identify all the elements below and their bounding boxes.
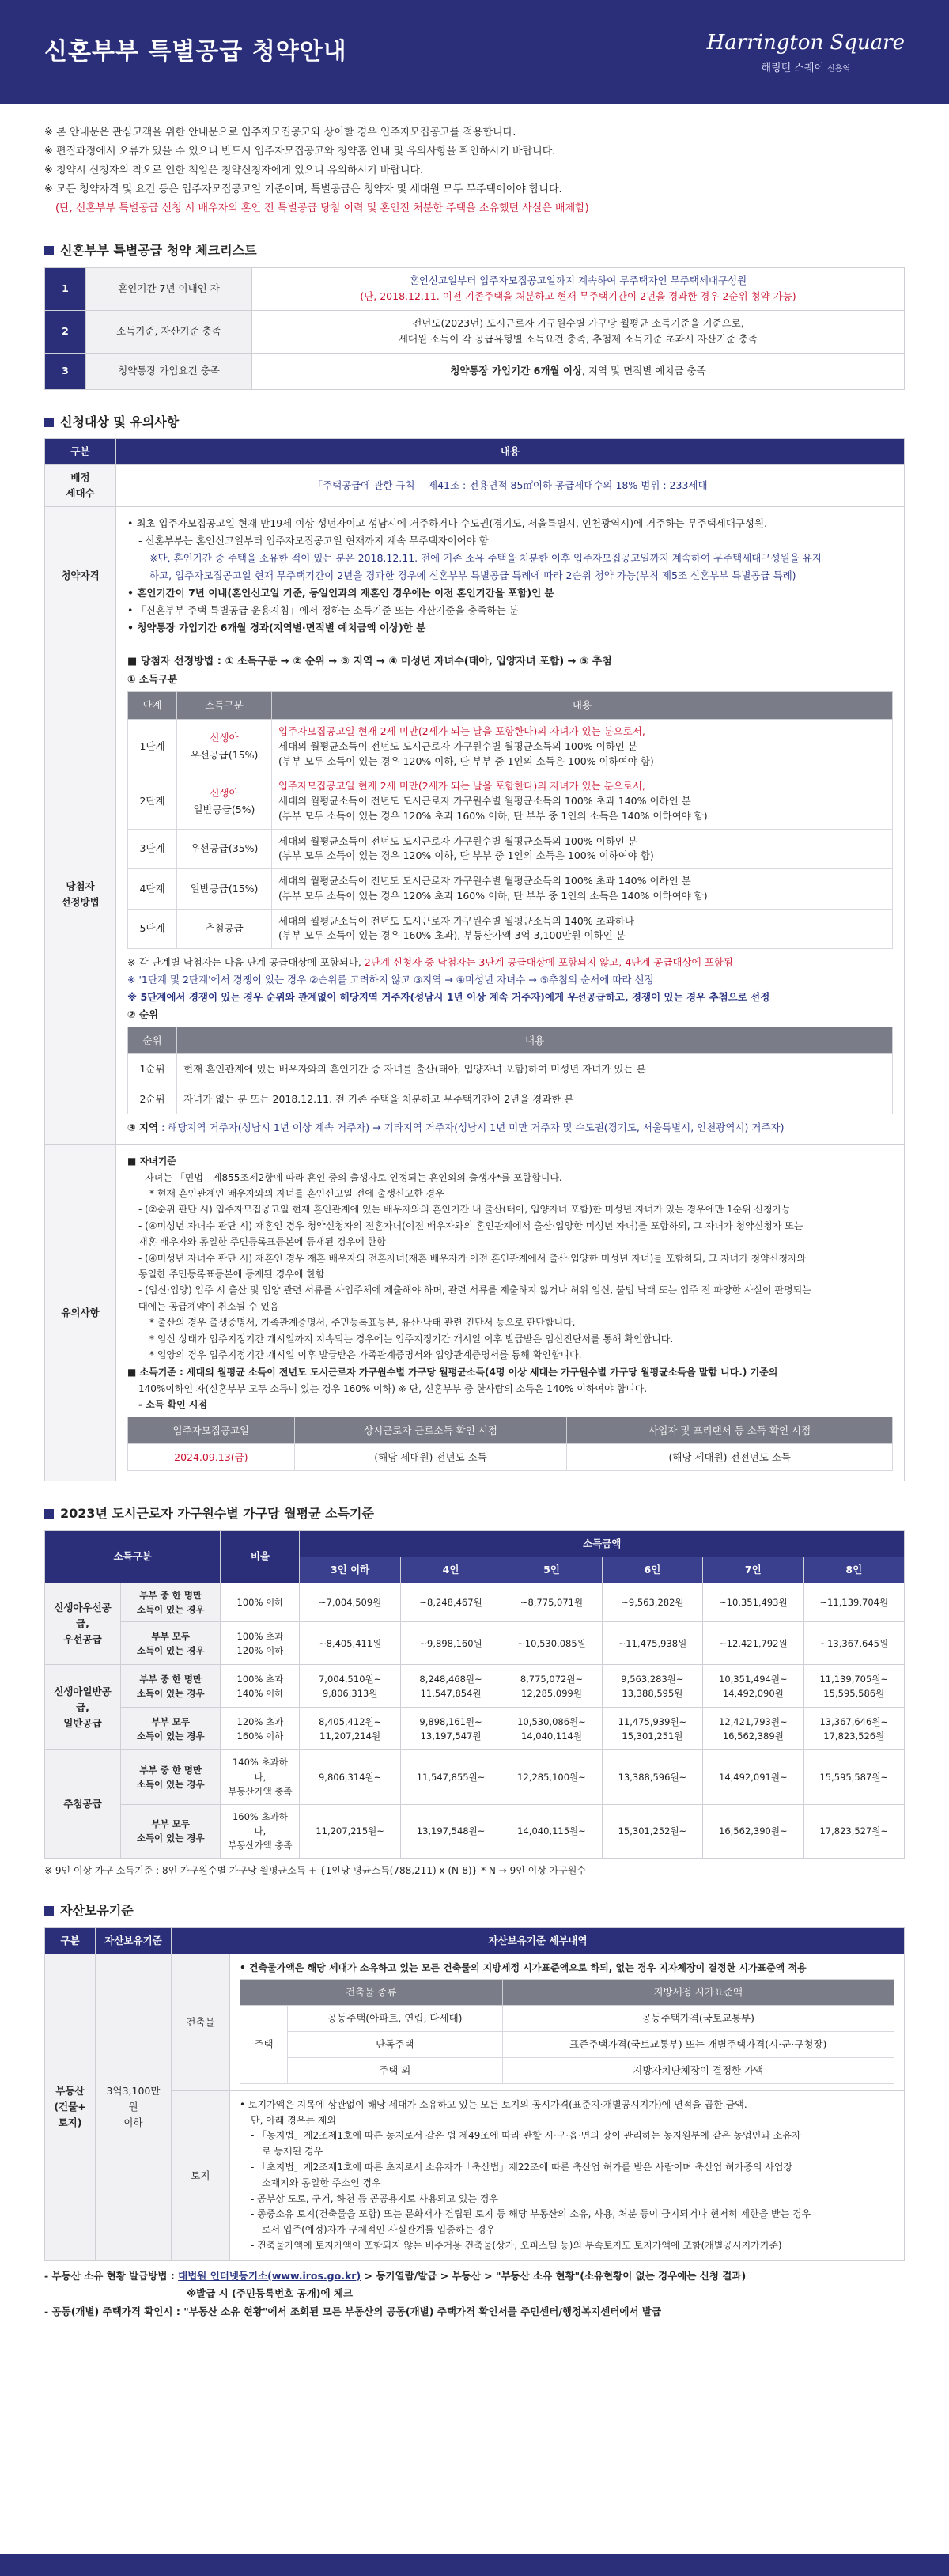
income-value: 8,775,072원~ 12,285,099원 <box>501 1665 602 1708</box>
income-value: 12,285,100원~ <box>501 1750 602 1804</box>
bullet-square-icon <box>44 1509 54 1519</box>
income-value: 8,405,412원~ 11,207,214원 <box>300 1708 400 1750</box>
bullet-square-icon <box>44 246 54 255</box>
table-row: 4단계 일반공급(15%) 세대의 월평균소득이 전년도 도시근로자 가구원수별 월평균소득의 100% 초과 140% 이하인 분 (부부 모두 소득이 있는 경우 120% 초과 160% 이하, 단 부부 중 1인의 소득은 140% 이하여야 함) <box>128 869 893 910</box>
income-ratio: 100% 이하 <box>221 1583 300 1622</box>
table-row: 청약자격 • 최초 입주자모집공고일 현재 만19세 이상 성년자이고 성남시에 거주하거나 수도권(경기도, 서울특별시, 인천광역시)에 거주하는 무주택세대구성원. - 신혼부부는 혼인신고일부터 입주자모집공고일 현재까지 계속 무주택자이어야 함 ※단, 혼인기간 중 주택을 소유한 적이 있는 분은 2018.12.11. 전에 기존 소유 주택을 처분한 이후 입주자모집공고일까지 계속하여 무주택세대구성원을 유지 하고, 입주자모집공고일 현재 무주택기간이 2년을 경과한 경우에 신혼부부 특별공급 특례에 따라 2순위 청약 가능(부칙 제5조 신혼부부 특별공급 특례) • 혼인기간이 7년 이내(혼인신고일 기준, 동일인과의 재혼인 경우에는 이전 혼인기간을 포함)인 분 • 「신혼부부 주택 특별공급 운용지침」에서 정하는 소득기준 또는 자산기준을 충족하는 분 • 청약통장 가입기간 6개월 경과(지역별·면적별 예치금액 이상)한 분 <box>45 507 905 645</box>
income-standard-table <box>44 1530 905 1859</box>
income-group-label: 추첨공급 <box>45 1750 121 1858</box>
table-row: 1단계 신생아 우선공급(15%) 입주자모집공고일 현재 2세 미만(2세가 되는 날을 포함한다)의 자녀가 있는 분으로서, 세대의 월평균소득이 전년도 도시근로자 가구원수별 월평균소득의 100% 이하인 분 (부부 모두 소득이 있는 경우 120% 이하, 단 부부 중 1인의 소득은 100% 이하여야 함) <box>128 720 893 774</box>
notice-item: ※ 본 안내문은 관심고객을 위한 안내문으로 입주자모집공고와 상이할 경우 입주자모집공고를 적용합니다. <box>44 127 516 138</box>
section-title-income: 2023년 도시근로자 가구원수별 가구당 월평균 소득기준 <box>44 1504 905 1524</box>
income-value: ~8,405,411원 <box>300 1622 400 1665</box>
rank-table: 순위 내용 1순위 현재 혼인관계에 있는 배우자와의 혼인기간 중 자녀를 출산(태아, 입양자녀 포함)하여 미성년 자녀가 있는 분 2순위 자녀가 없는 분 또는 2018.12.11. 전 기존 주택을 처분하고 무주택기간이 2년을 경과한 분 <box>127 1027 893 1115</box>
income-value: 13,367,646원~ 17,823,526원 <box>803 1708 904 1750</box>
notice-item: ※ 편집과정에서 오류가 있을 수 있으니 반드시 입주자모집공고와 청약홈 안내 및 유의사항을 확인하시기 바랍니다. <box>44 146 556 158</box>
income-value: ~11,139,704원 <box>803 1583 904 1622</box>
section-title-asset: 자산보유기준 <box>44 1901 905 1921</box>
income-stage-table: 단계 소득구분 내용 1단계 신생아 우선공급(15%) 입주자모집공고일 현재 2세 미만(2세가 되는 날을 포함한다)의 자녀가 있는 분으로서, 세대의 월평균소득이 전년도 도시근로자 가구원수별 월평균소득의 100% 이하인 분 (부부 모두 소득이 있는 경우 120% 이하, 단 부부 중 1인의 소득은 100% 이하여야 함) 2단계 신생아 일반공급(5%) 입주자모집공고일 현재 2세 미만(2세가 되는 날을 포함한다)의 자녀가 있는 분으로서, 세대의 월평균소득이 전년도 도시근로자 가구원수별 월평균소득의 100% 초과 140% 이하인 분 (부부 모두 소득이 있는 경우 120% 초과 160% 이하, 단 부부 중 1인의 소득은 140% 이하여야 함) 3단계 우선공급(35%) 세대의 월평균소득이 전년도 도시근로자 가구원수별 월평균소득의 100% 이하인 분 (부부 모두 소득이 있는 경우 120% 이하, 단 부부 중 1인의 소득은 100% 이하여야 함) 4단계 일반공급(15%) 세대의 월평균소득이 전년도 도시근로자 가구원수별 월평균소득의 100% 초과 140% 이하인 분 (부부 모두 소득이 있는 경우 120% 초과 160% 이하, 단 부부 중 1인의 소득은 140% 이하여야 함) 5단계 추첨공급 세대의 월평균소득이 전년도 도시근로자 가구원수별 월평균소득의 140% 초과하나 (부부 모두 소득이 있는 경우 160% 초과), 부동산가액 3억 3,100만원 이하인 분 <box>127 691 893 949</box>
table-row: 주택 공동주택(아파트, 연립, 다세대) 공동주택가격(국토교통부) <box>240 2005 894 2031</box>
bullet-square-icon <box>44 1906 54 1916</box>
income-sub-label: 부부 모두 소득이 있는 경우 <box>121 1804 221 1858</box>
income-value: ~8,775,071원 <box>501 1583 602 1622</box>
income-value: 14,492,091원~ <box>703 1750 803 1804</box>
eligibility-table <box>44 438 905 1481</box>
row-number: 2 <box>45 310 86 353</box>
table-header: 3인 이하 4인 5인 6인 7인 8인 <box>45 1557 905 1583</box>
table-header: 소득구분 비율 소득금액 <box>45 1530 905 1557</box>
income-value: 10,530,086원~ 14,040,114원 <box>501 1708 602 1750</box>
income-value: ~11,475,938원 <box>602 1622 702 1665</box>
row-number: 3 <box>45 353 86 389</box>
income-ratio: 160% 초과하나, 부동산가액 충족 <box>221 1804 300 1858</box>
table-row <box>45 1583 905 1622</box>
row-label: 소득기준, 자산기준 충족 <box>86 310 252 353</box>
table-row <box>45 310 905 353</box>
table-header: 구분 자산보유기준 자산보유기준 세부내역 <box>45 1927 905 1954</box>
iros-link[interactable]: 대법원 인터넷등기소(www.iros.go.kr) <box>178 2269 361 2282</box>
income-value: ~10,530,085원 <box>501 1622 602 1665</box>
income-value: 9,563,283원~ 13,388,595원 <box>602 1665 702 1708</box>
checklist-table <box>44 267 905 390</box>
income-ratio: 140% 초과하나, 부동산가액 충족 <box>221 1750 300 1804</box>
building-value-table: 건축물 종류 지방세정 시가표준액 주택 공동주택(아파트, 연립, 다세대) 공동주택가격(국토교통부) 단독주택 표준주택가격(국토교통부) 또는 개별주택가격(시·군·구청장) 주택 외 지방자치단체장이 결정한 가액 <box>240 1979 894 2084</box>
notice-item: ※ 모든 청약자격 및 요건 등은 입주자모집공고일 기준이며, 특별공급은 청약자 및 세대원 모두 무주택이어야 합니다. <box>44 183 562 196</box>
income-value: 9,898,161원~ 13,197,547원 <box>400 1708 501 1750</box>
income-value: 11,139,705원~ 15,595,586원 <box>803 1665 904 1708</box>
selection-method: ■ 당첨자 선정방법 : ① 소득구분 → ② 순위 → ③ 지역 → ④ 미성년 자녀수(태아, 입양자녀 포함) → ⑤ 추첨 ① 소득구분 단계 소득구분 내용 1단계 신생아 우선공급(15%) 입주자모집공고일 현재 2세 미만(2세가 되는 날을 포함한다)의 자녀가 있는 분으로서, 세대의 월평균소득이 전년도 도시근로자 가구원수별 월평균소득의 100% 이하인 분 (부부 모두 소득이 있는 경우 120% 이하, 단 부부 중 1인의 소득은 100% 이하여야 함) 2단계 신생아 일반공급(5%) 입주자모집공고일 현재 2세 미만(2세가 되는 날을 포함한다)의 자녀가 있는 분으로서, 세대의 월평균소득이 전년도 도시근로자 가구원수별 월평균소득의 100% 초과 140% 이하인 분 (부부 모두 소득이 있는 경우 120% 초과 160% 이하, 단 부부 중 1인의 소득은 140% 이하여야 함) 3단계 우선공급(35%) 세대의 월평균소득이 전년도 도시근로자 가구원수별 월평균소득의 100% 이하인 분 (부부 모두 소득이 있는 경우 120% 이하, 단 부부 중 1인의 소득은 100% 이하여야 함) 4단계 일반공급(15%) 세대의 월평균소득이 전년도 도시근로자 가구원수별 월평균소득의 100% 초과 140% 이하인 분 (부부 모두 소득이 있는 경우 120% 초과 160% 이하, 단 부부 중 1인의 소득은 140% 이하여야 함) 5단계 추첨공급 세대의 월평균소득이 전년도 도시근로자 가구원수별 월평균소득의 140% 초과하나 (부부 모두 소득이 있는 경우 160% 초과), 부동산가액 3억 3,100만원 이하인 분 ※ 각 단계별 낙첨자는 다음 단계 공급대상에 포함되나, 2단계 신청자 중 낙첨자는 3단계 공급대상에 포함되지 않고, 4단계 공급대상에 포함됨 ※ '1단계 및 2단계'에서 경쟁이 있는 경우 ②순위를 고려하지 않고 ③지역 → ④미성년 자녀수 → ⑤추첨의 순서에 따라 선정 ※ 5단계에서 경쟁이 있는 경우 순위와 관계없이 해당지역 거주자(성남시 1년 이상 계속 거주자)에게 우선공급하고, 경쟁이 있는 경우 추첨으로 선정 ② 순위 순위 내용 1순위 현재 혼인관계에 있는 배우자와의 혼인기간 중 자녀를 출산(태아, 입양자녀 포함)하여 미성년 자녀가 있는 분 2순위 자녀가 없는 분 또는 2018.12.11. 전 기존 주택을 처분하고 무주택기간이 2년을 경과한 분 ③ 지역 : 해당지역 거주자(성남시 1년 이상 계속 거주자) → 기타지역 거주자(성남시 1년 미만 거주자 및 수도권(경기도, 서울특별시, 인천광역시) 거주자) <box>116 645 905 1145</box>
income-value: 15,595,587원~ <box>803 1750 904 1804</box>
notice-item: (단, 신혼부부 특별공급 신청 시 배우자의 혼인 전 특별공급 당첨 이력 및 혼인전 처분한 주택을 소유했던 사실은 배제함) <box>55 202 589 215</box>
eligibility-details: • 최초 입주자모집공고일 현재 만19세 이상 성년자이고 성남시에 거주하거나 수도권(경기도, 서울특별시, 인천광역시)에 거주하는 무주택세대구성원. - 신혼부부는 혼인신고일부터 입주자모집공고일 현재까지 계속 무주택자이어야 함 ※단, 혼인기간 중 주택을 소유한 적이 있는 분은 2018.12.11. 전에 기존 소유 주택을 처분한 이후 입주자모집공고일까지 계속하여 무주택세대구성원을 유지 하고, 입주자모집공고일 현재 무주택기간이 2년을 경과한 경우에 신혼부부 특별공급 특례에 따라 2순위 청약 가능(부칙 제5조 신혼부부 특별공급 특례) • 혼인기간이 7년 이내(혼인신고일 기준, 동일인과의 재혼인 경우에는 이전 혼인기간을 포함)인 분 • 「신혼부부 주택 특별공급 운용지침」에서 정하는 소득기준 또는 자산기준을 충족하는 분 • 청약통장 가입기간 6개월 경과(지역별·면적별 예치금액 이상)한 분 <box>116 507 905 645</box>
income-ratio: 100% 초과 120% 이하 <box>221 1622 300 1665</box>
table-row: 1순위 현재 혼인관계에 있는 배우자와의 혼인기간 중 자녀를 출산(태아, 입양자녀 포함)하여 미성년 자녀가 있는 분 <box>128 1054 893 1084</box>
table-row: 2단계 신생아 일반공급(5%) 입주자모집공고일 현재 2세 미만(2세가 되는 날을 포함한다)의 자녀가 있는 분으로서, 세대의 월평균소득이 전년도 도시근로자 가구원수별 월평균소득의 100% 초과 140% 이하인 분 (부부 모두 소득이 있는 경우 120% 초과 160% 이하, 단 부부 중 1인의 소득은 140% 이하여야 함) <box>128 774 893 829</box>
page-title: 신혼부부 특별공급 청약안내 <box>44 38 347 66</box>
asset-footnotes: - 부동산 소유 현황 발급방법 : 대법원 인터넷등기소(www.iros.go.kr) > 동기열람/발급 > 부동산 > "부동산 소유 현황"(소유현황이 없는 경우에는 신청 결과) ※발급 시 (주민등록번호 공개)에 체크 - 공동(개별) 주택가격 확인시 : "부동산 소유 현황"에서 조회된 모든 부동산의 공동(개별) 주택가격 확인서를 주민센터/행정복지센터에서 발급 <box>44 2269 747 2317</box>
income-value: ~13,367,645원 <box>803 1622 904 1665</box>
table-row: 유의사항 ■ 자녀기준 - 자녀는 「민법」제855조제2항에 따라 혼인 중의 출생자로 인정되는 혼인외의 출생자*를 포함합니다. * 현재 혼인관계인 배우자와의 자녀를 혼인신고일 전에 출생신고한 경우 - (②순위 판단 시) 입주자모집공고일 현재 혼인관계에 있는 배우자와의 혼인기간 내 출산(태아, 입양자녀 포함)한 미성년 자녀가 있는 경우에만 1순위 신청가능 - (④미성년 자녀수 판단 시) 재혼인 경우 청약신청자의 전혼자녀(이전 배우자와의 혼인관계에서 출산·입양한 미성년 자녀)를 포함하되, 그 자녀가 청약신청자 또는 재혼 배우자와 동일한 주민등록표등본에 등재된 경우에 한함 - (④미성년 자녀수 판단 시) 재혼인 경우 재혼 배우자의 전혼자녀(재혼 배우자가 이전 혼인관계에서 출산·입양한 미성년 자녀)를 포함하되, 그 자녀가 청약신청자와 동일한 주민등록표등본에 등재된 경우에 한함 - (임신·입양) 입주 시 출산 및 입양 관련 서류를 사업주체에 제출해야 하며, 관련 서류를 제출하지 않거나 허위 임신, 불법 낙태 또는 입주 전 파양한 사실이 판명되는 때에는 공급계약이 취소될 수 있음 * 출산의 경우 출생증명서, 가족관계증명서, 주민등록표등본, 유산·낙태 관련 진단서 등으로 판단합니다. * 임신 상태가 입주지정기간 개시일까지 지속되는 경우에는 입주지정기간 개시일 이후 발급받은 임신진단서를 통해 확인합니다. * 입양의 경우 입주지정기간 개시일 이후 발급받은 가족관계증명서와 입양관계증명서를 통해 확인합니다. ■ 소득기준 : 세대의 월평균 소득이 전년도 도시근로자 가구원수별 가구당 월평균소득(4명 이상 세대는 가구원수별 가구당 월평균소득을 말함 니다.) 기준의 140%이하인 자(신혼부부 모두 소득이 있는 경우 160% 이하) ※ 단, 신혼부부 중 한사람의 소득은 140% 이하여야 합니다. - 소득 확인 시점 입주자모집공고일 상시근로자 근로소득 확인 시점 사업자 및 프리랜서 등 소득 확인 시점 2024.09.13(금) (해당 세대원) 전년도 소득 (해당 세대원) 전전년도 소득 <box>45 1145 905 1481</box>
income-value: 7,004,510원~ 9,806,313원 <box>300 1665 400 1708</box>
table-row: 부동산 (건물+ 토지) 3억3,100만원 이하 건축물 • 건축물가액은 해당 세대가 소유하고 있는 모든 건축물의 지방세정 시가표준액으로 하되, 없는 경우 지자체장이 결정한 시가표준액 적용 건축물 종류 지방세정 시가표준액 주택 공동주택(아파트, 연립, 다세대) 공동주택가격(국토교통부) 단독주택 표준주택가격(국토교통부) 또는 개별주택가격(시·군·구청장) 주택 외 지방자치단체장이 결정한 가액 <box>45 1954 905 2090</box>
table-row: 토지 • 토지가액은 지목에 상관없이 해당 세대가 소유하고 있는 모든 토지의 공시가격(표준지·개별공시지가)에 면적을 곱한 금액. 단, 아래 경우는 제외 - 「농지법」제2조제1호에 따른 농지로서 같은 법 제49조에 따라 관할 시·구·읍·면의 장이 관리하는 농지원부에 같은 농업인과 소유자 로 등재된 경우 - 「초지법」제2조제1호에 따른 초지로서 소유자가「축산법」제22조에 따른 축산업 허가를 받은 사람이며 축산업 허가증의 사업장 소재지와 동일한 주소인 경우 - 공부상 도로, 구거, 하천 등 공공용지로 사용되고 있는 경우 - 종중소유 토지(건축물을 포함) 또는 문화재가 건립된 토지 등 해당 부동산의 소유, 사용, 처분 등이 금지되거나 현저히 제한을 받는 경우 로서 입주(예정)자가 구체적인 사실관계를 입증하는 경우 - 건축물가액에 토지가액이 포함되지 않는 비주거용 건축물(상가, 오피스텔 등)의 부속토지도 토지가액에 포함(개별공시지가기준) <box>45 2090 905 2260</box>
table-row <box>45 353 905 389</box>
table-row: 당첨자 선정방법 ■ 당첨자 선정방법 : ① 소득구분 → ② 순위 → ③ 지역 → ④ 미성년 자녀수(태아, 입양자녀 포함) → ⑤ 추첨 ① 소득구분 단계 소득구분 내용 1단계 신생아 우선공급(15%) 입주자모집공고일 현재 2세 미만(2세가 되는 날을 포함한다)의 자녀가 있는 분으로서, 세대의 월평균소득이 전년도 도시근로자 가구원수별 월평균소득의 100% 이하인 분 (부부 모두 소득이 있는 경우 120% 이하, 단 부부 중 1인의 소득은 100% 이하여야 함) 2단계 신생아 일반공급(5%) 입주자모집공고일 현재 2세 미만(2세가 되는 날을 포함한다)의 자녀가 있는 분으로서, 세대의 월평균소득이 전년도 도시근로자 가구원수별 월평균소득의 100% 초과 140% 이하인 분 (부부 모두 소득이 있는 경우 120% 초과 160% 이하, 단 부부 중 1인의 소득은 140% 이하여야 함) 3단계 우선공급(35%) 세대의 월평균소득이 전년도 도시근로자 가구원수별 월평균소득의 100% 이하인 분 (부부 모두 소득이 있는 경우 120% 이하, 단 부부 중 1인의 소득은 100% 이하여야 함) 4단계 일반공급(15%) 세대의 월평균소득이 전년도 도시근로자 가구원수별 월평균소득의 100% 초과 140% 이하인 분 (부부 모두 소득이 있는 경우 120% 초과 160% 이하, 단 부부 중 1인의 소득은 140% 이하여야 함) 5단계 추첨공급 세대의 월평균소득이 전년도 도시근로자 가구원수별 월평균소득의 140% 초과하나 (부부 모두 소득이 있는 경우 160% 초과), 부동산가액 3억 3,100만원 이하인 분 ※ 각 단계별 낙첨자는 다음 단계 공급대상에 포함되나, 2단계 신청자 중 낙첨자는 3단계 공급대상에 포함되지 않고, 4단계 공급대상에 포함됨 ※ '1단계 및 2단계'에서 경쟁이 있는 경우 ②순위를 고려하지 않고 ③지역 → ④미성년 자녀수 → ⑤추첨의 순서에 따라 선정 ※ 5단계에서 경쟁이 있는 경우 순위와 관계없이 해당지역 거주자(성남시 1년 이상 계속 거주자)에게 우선공급하고, 경쟁이 있는 경우 추첨으로 선정 ② 순위 순위 내용 1순위 현재 혼인관계에 있는 배우자와의 혼인기간 중 자녀를 출산(태아, 입양자녀 포함)하여 미성년 자녀가 있는 분 2순위 자녀가 없는 분 또는 2018.12.11. 전 기존 주택을 처분하고 무주택기간이 2년을 경과한 분 ③ 지역 : 해당지역 거주자(성남시 1년 이상 계속 거주자) → 기타지역 거주자(성남시 1년 미만 거주자 및 수도권(경기도, 서울특별시, 인천광역시) 거주자) <box>45 645 905 1145</box>
income-value: 11,547,855원~ <box>400 1750 501 1804</box>
table-row <box>45 1750 905 1804</box>
asset-table <box>44 1927 905 2261</box>
notice-list <box>44 104 905 218</box>
row-content: 혼인신고일부터 입주자모집공고일까지 계속하여 무주택자인 무주택세대구성원 (단, 2018.12.11. 이전 기존주택을 처분하고 현재 무주택기간이 2년을 경과한 경우 2순위 청약 가능) <box>252 267 905 310</box>
income-sub-label: 부부 모두 소득이 있는 경우 <box>121 1708 221 1750</box>
table-row <box>45 1665 905 1708</box>
logo-script: Harrington Square <box>706 30 905 55</box>
income-value: 9,806,314원~ <box>300 1750 400 1804</box>
caution-details: ■ 자녀기준 - 자녀는 「민법」제855조제2항에 따라 혼인 중의 출생자로 인정되는 혼인외의 출생자*를 포함합니다. * 현재 혼인관계인 배우자와의 자녀를 혼인신고일 전에 출생신고한 경우 - (②순위 판단 시) 입주자모집공고일 현재 혼인관계에 있는 배우자와의 혼인기간 내 출산(태아, 입양자녀 포함)한 미성년 자녀가 있는 경우에만 1순위 신청가능 - (④미성년 자녀수 판단 시) 재혼인 경우 청약신청자의 전혼자녀(이전 배우자와의 혼인관계에서 출산·입양한 미성년 자녀)를 포함하되, 그 자녀가 청약신청자 또는 재혼 배우자와 동일한 주민등록표등본에 등재된 경우에 한함 - (④미성년 자녀수 판단 시) 재혼인 경우 재혼 배우자의 전혼자녀(재혼 배우자가 이전 혼인관계에서 출산·입양한 미성년 자녀)를 포함하되, 그 자녀가 청약신청자와 동일한 주민등록표등본에 등재된 경우에 한함 - (임신·입양) 입주 시 출산 및 입양 관련 서류를 사업주체에 제출해야 하며, 관련 서류를 제출하지 않거나 허위 임신, 불법 낙태 또는 입주 전 파양한 사실이 판명되는 때에는 공급계약이 취소될 수 있음 * 출산의 경우 출생증명서, 가족관계증명서, 주민등록표등본, 유산·낙태 관련 진단서 등으로 판단합니다. * 임신 상태가 입주지정기간 개시일까지 지속되는 경우에는 입주지정기간 개시일 이후 발급받은 임신진단서를 통해 확인합니다. * 입양의 경우 입주지정기간 개시일 이후 발급받은 가족관계증명서와 입양관계증명서를 통해 확인합니다. ■ 소득기준 : 세대의 월평균 소득이 전년도 도시근로자 가구원수별 가구당 월평균소득(4명 이상 세대는 가구원수별 가구당 월평균소득을 말함 니다.) 기준의 140%이하인 자(신혼부부 모두 소득이 있는 경우 160% 이하) ※ 단, 신혼부부 중 한사람의 소득은 140% 이하여야 합니다. - 소득 확인 시점 입주자모집공고일 상시근로자 근로소득 확인 시점 사업자 및 프리랜서 등 소득 확인 시점 2024.09.13(금) (해당 세대원) 전년도 소득 (해당 세대원) 전전년도 소득 <box>116 1145 905 1481</box>
row-label: 혼인기간 7년 이내인 자 <box>86 267 252 310</box>
income-sub-label: 부부 중 한 명만 소득이 있는 경우 <box>121 1583 221 1622</box>
income-value: 16,562,390원~ <box>703 1804 803 1858</box>
table-row <box>45 1804 905 1858</box>
income-sub-label: 부부 모두 소득이 있는 경우 <box>121 1622 221 1665</box>
income-value: 8,248,468원~ 11,547,854원 <box>400 1665 501 1708</box>
income-value: 17,823,527원~ <box>803 1804 904 1858</box>
table-row <box>45 1708 905 1750</box>
table-row: 단독주택 표준주택가격(국토교통부) 또는 개별주택가격(시·군·구청장) <box>240 2031 894 2057</box>
income-value: ~12,421,792원 <box>703 1622 803 1665</box>
income-sub-label: 부부 중 한 명만 소득이 있는 경우 <box>121 1665 221 1708</box>
income-value: 14,040,115원~ <box>501 1804 602 1858</box>
table-row: 2024.09.13(금) (해당 세대원) 전년도 소득 (해당 세대원) 전전년도 소득 <box>128 1443 893 1470</box>
income-ratio: 100% 초과 140% 이하 <box>221 1665 300 1708</box>
brand-logo <box>707 27 905 78</box>
row-label: 청약통장 가입요건 충족 <box>86 353 252 389</box>
income-check-table: 입주자모집공고일 상시근로자 근로소득 확인 시점 사업자 및 프리랜서 등 소득 확인 시점 2024.09.13(금) (해당 세대원) 전년도 소득 (해당 세대원) 전전년도 소득 <box>127 1417 893 1472</box>
income-value: ~10,351,493원 <box>703 1583 803 1622</box>
income-value: ~9,898,160원 <box>400 1622 501 1665</box>
header-banner <box>0 0 949 104</box>
income-note: ※ 9인 이상 가구 소득기준 : 8인 가구원수별 가구당 월평균소득 + {1인당 평균소득(788,211) x (N-8)} * N → 9인 이상 가구원수 <box>44 1864 586 1876</box>
logo-korean: 해링턴 스퀘어 신흥역 <box>761 62 851 75</box>
income-group-label: 신생아우선공급, 우선공급 <box>45 1583 121 1665</box>
table-row: 2순위 자녀가 없는 분 또는 2018.12.11. 전 기존 주택을 처분하고 무주택기간이 2년을 경과한 분 <box>128 1084 893 1114</box>
row-content: 전년도(2023년) 도시근로자 가구원수별 가구당 월평균 소득기준을 기준으로, 세대원 소득이 각 공급유형별 소득요건 충족, 추첨제 소득기준 초과시 자산기준 충족 <box>252 310 905 353</box>
notice-item: ※ 청약시 신청자의 착오로 인한 책임은 청약신청자에게 있으니 유의하시기 바랍니다. <box>44 165 424 177</box>
income-value: 11,475,939원~ 15,301,251원 <box>602 1708 702 1750</box>
table-row <box>45 1622 905 1665</box>
bullet-square-icon <box>44 418 54 427</box>
income-group-label: 신생아일반공급, 일반공급 <box>45 1665 121 1750</box>
income-ratio: 120% 초과 160% 이하 <box>221 1708 300 1750</box>
table-row: 3단계 우선공급(35%) 세대의 월평균소득이 전년도 도시근로자 가구원수별 월평균소득의 100% 이하인 분 (부부 모두 소득이 있는 경우 120% 이하, 단 부부 중 1인의 소득은 100% 이하여야 함) <box>128 829 893 869</box>
income-value: ~7,004,509원 <box>300 1583 400 1622</box>
income-value: ~9,563,282원 <box>602 1583 702 1622</box>
income-value: 11,207,215원~ <box>300 1804 400 1858</box>
income-value: 13,197,548원~ <box>400 1804 501 1858</box>
section-title-checklist: 신혼부부 특별공급 청약 체크리스트 <box>44 240 905 261</box>
table-row: 5단계 추첨공급 세대의 월평균소득이 전년도 도시근로자 가구원수별 월평균소득의 140% 초과하나 (부부 모두 소득이 있는 경우 160% 초과), 부동산가액 3억 3,100만원 이하인 분 <box>128 909 893 949</box>
income-table-body <box>45 1583 905 1858</box>
footer-bar <box>0 2554 949 2576</box>
income-value: 12,421,793원~ 16,562,389원 <box>703 1708 803 1750</box>
income-value: 10,351,494원~ 14,492,090원 <box>703 1665 803 1708</box>
table-row: 주택 외 지방자치단체장이 결정한 가액 <box>240 2057 894 2083</box>
table-row: 배정 세대수 「주택공급에 관한 규칙」 제41조 : 전용면적 85㎡이하 공급세대수의 18% 범위 : 233세대 <box>45 465 905 507</box>
table-row <box>45 267 905 310</box>
row-number: 1 <box>45 267 86 310</box>
row-content: 청약통장 가입기간 6개월 이상, 지역 및 면적별 예치금 충족 <box>252 353 905 389</box>
income-sub-label: 부부 중 한 명만 소득이 있는 경우 <box>121 1750 221 1804</box>
income-value: 15,301,252원~ <box>602 1804 702 1858</box>
table-header: 구분 내용 <box>45 439 905 465</box>
income-value: ~8,248,467원 <box>400 1583 501 1622</box>
section-title-eligibility: 신청대상 및 유의사항 <box>44 412 905 433</box>
income-value: 13,388,596원~ <box>602 1750 702 1804</box>
